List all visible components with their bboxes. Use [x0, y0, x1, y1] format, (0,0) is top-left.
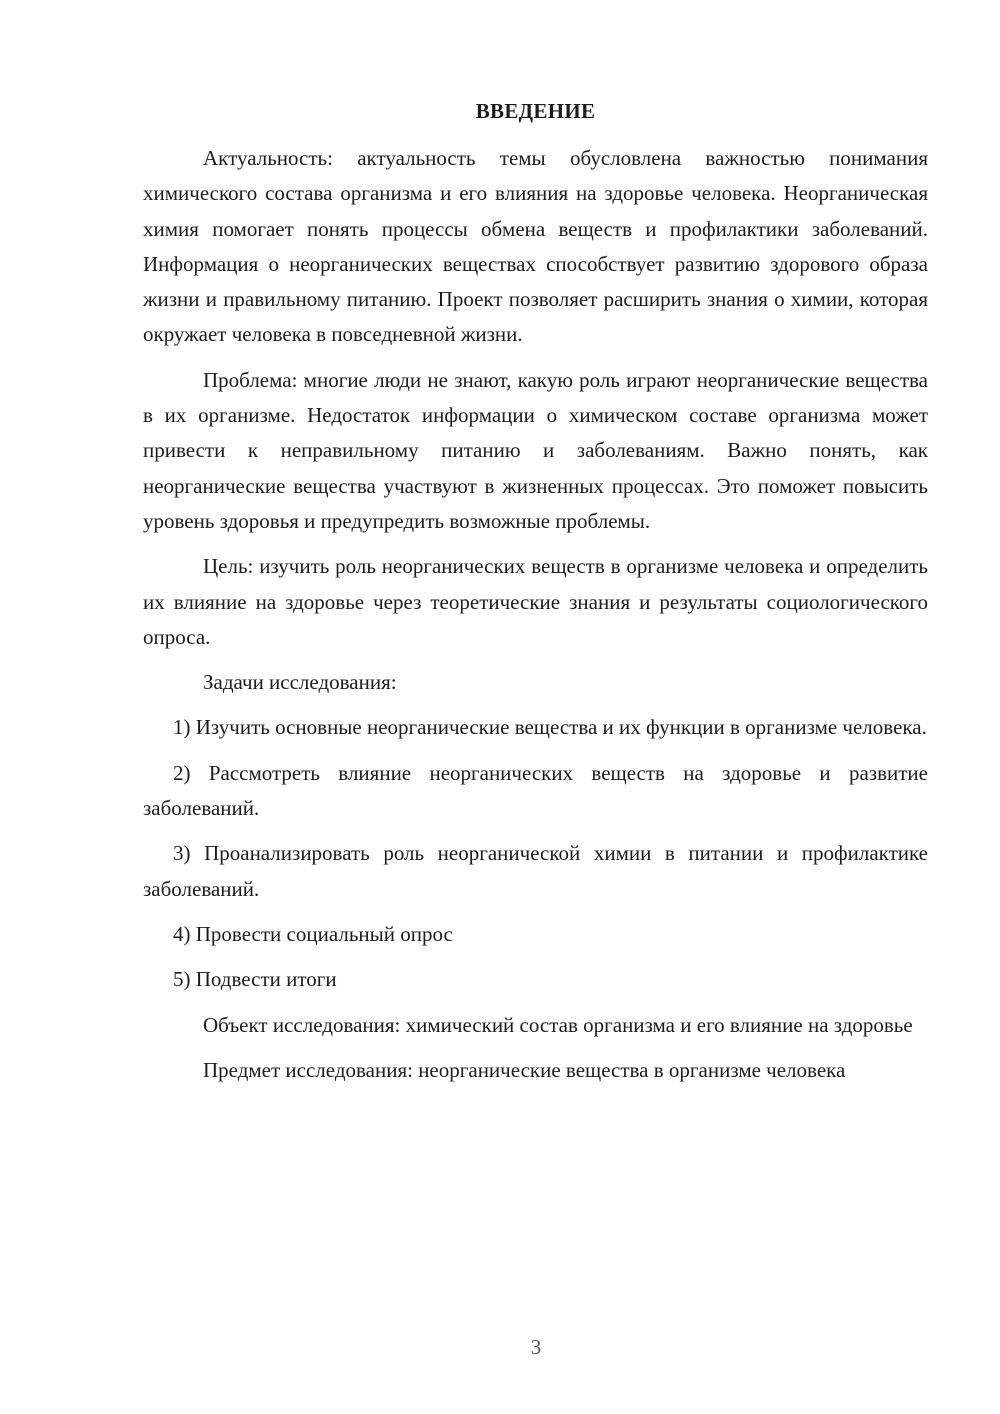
problem-paragraph: Проблема: многие люди не знают, какую роль играют неорганические вещества в их организме. Недостаток информации о химическом составе организма может привести к неправильному питанию и заболеваниям. Важно понять, как неорганические вещества участвуют в жизненных процессах. Это поможет повысить уровень здоровья и предупредить возможные проблемы. [143, 367, 928, 533]
list-item: 1) Изучить основные неорганические вещества и их функции в организме человека. [173, 715, 927, 740]
goal-paragraph: Цель: изучить роль неорганических веществ в организме человека и определить их влияние на здоровье через теоретические знания и результаты социологического опроса. [143, 554, 928, 649]
list-item: 3) Проанализировать роль неорганической химии в питании и профилактике заболеваний. [143, 841, 928, 901]
document-page [143, 96, 928, 1088]
relevance-paragraph: Актуальность: актуальность темы обусловлена важностью понимания химического состава организма и его влияния на здоровье человека. Неорганическая химия помогает понять процессы обмена веществ и профилактики заболеваний. Информация о неорганических веществах способствует развитию здорового образа жизни и правильному питанию. Проект позволяет расширить знания о химии, которая окружает человека в повседневной жизни. [143, 146, 928, 347]
tasks-heading: Задачи исследования: [203, 670, 397, 695]
object-paragraph: Объект исследования: химический состав организма и его влияние на здоровье [203, 1012, 913, 1037]
tasks-list [143, 710, 928, 997]
list-item: 5) Подвести итоги [173, 967, 337, 992]
list-item: 2) Рассмотреть влияние неорганических веществ на здоровье и развитие заболеваний. [143, 760, 928, 821]
page-title: ВВЕДЕНИЕ [475, 99, 596, 123]
page-number: 3 [530, 1335, 542, 1359]
subject-paragraph: Предмет исследования: неорганические вещества в организме человека [203, 1057, 846, 1082]
list-item: 4) Провести социальный опрос [173, 921, 453, 946]
